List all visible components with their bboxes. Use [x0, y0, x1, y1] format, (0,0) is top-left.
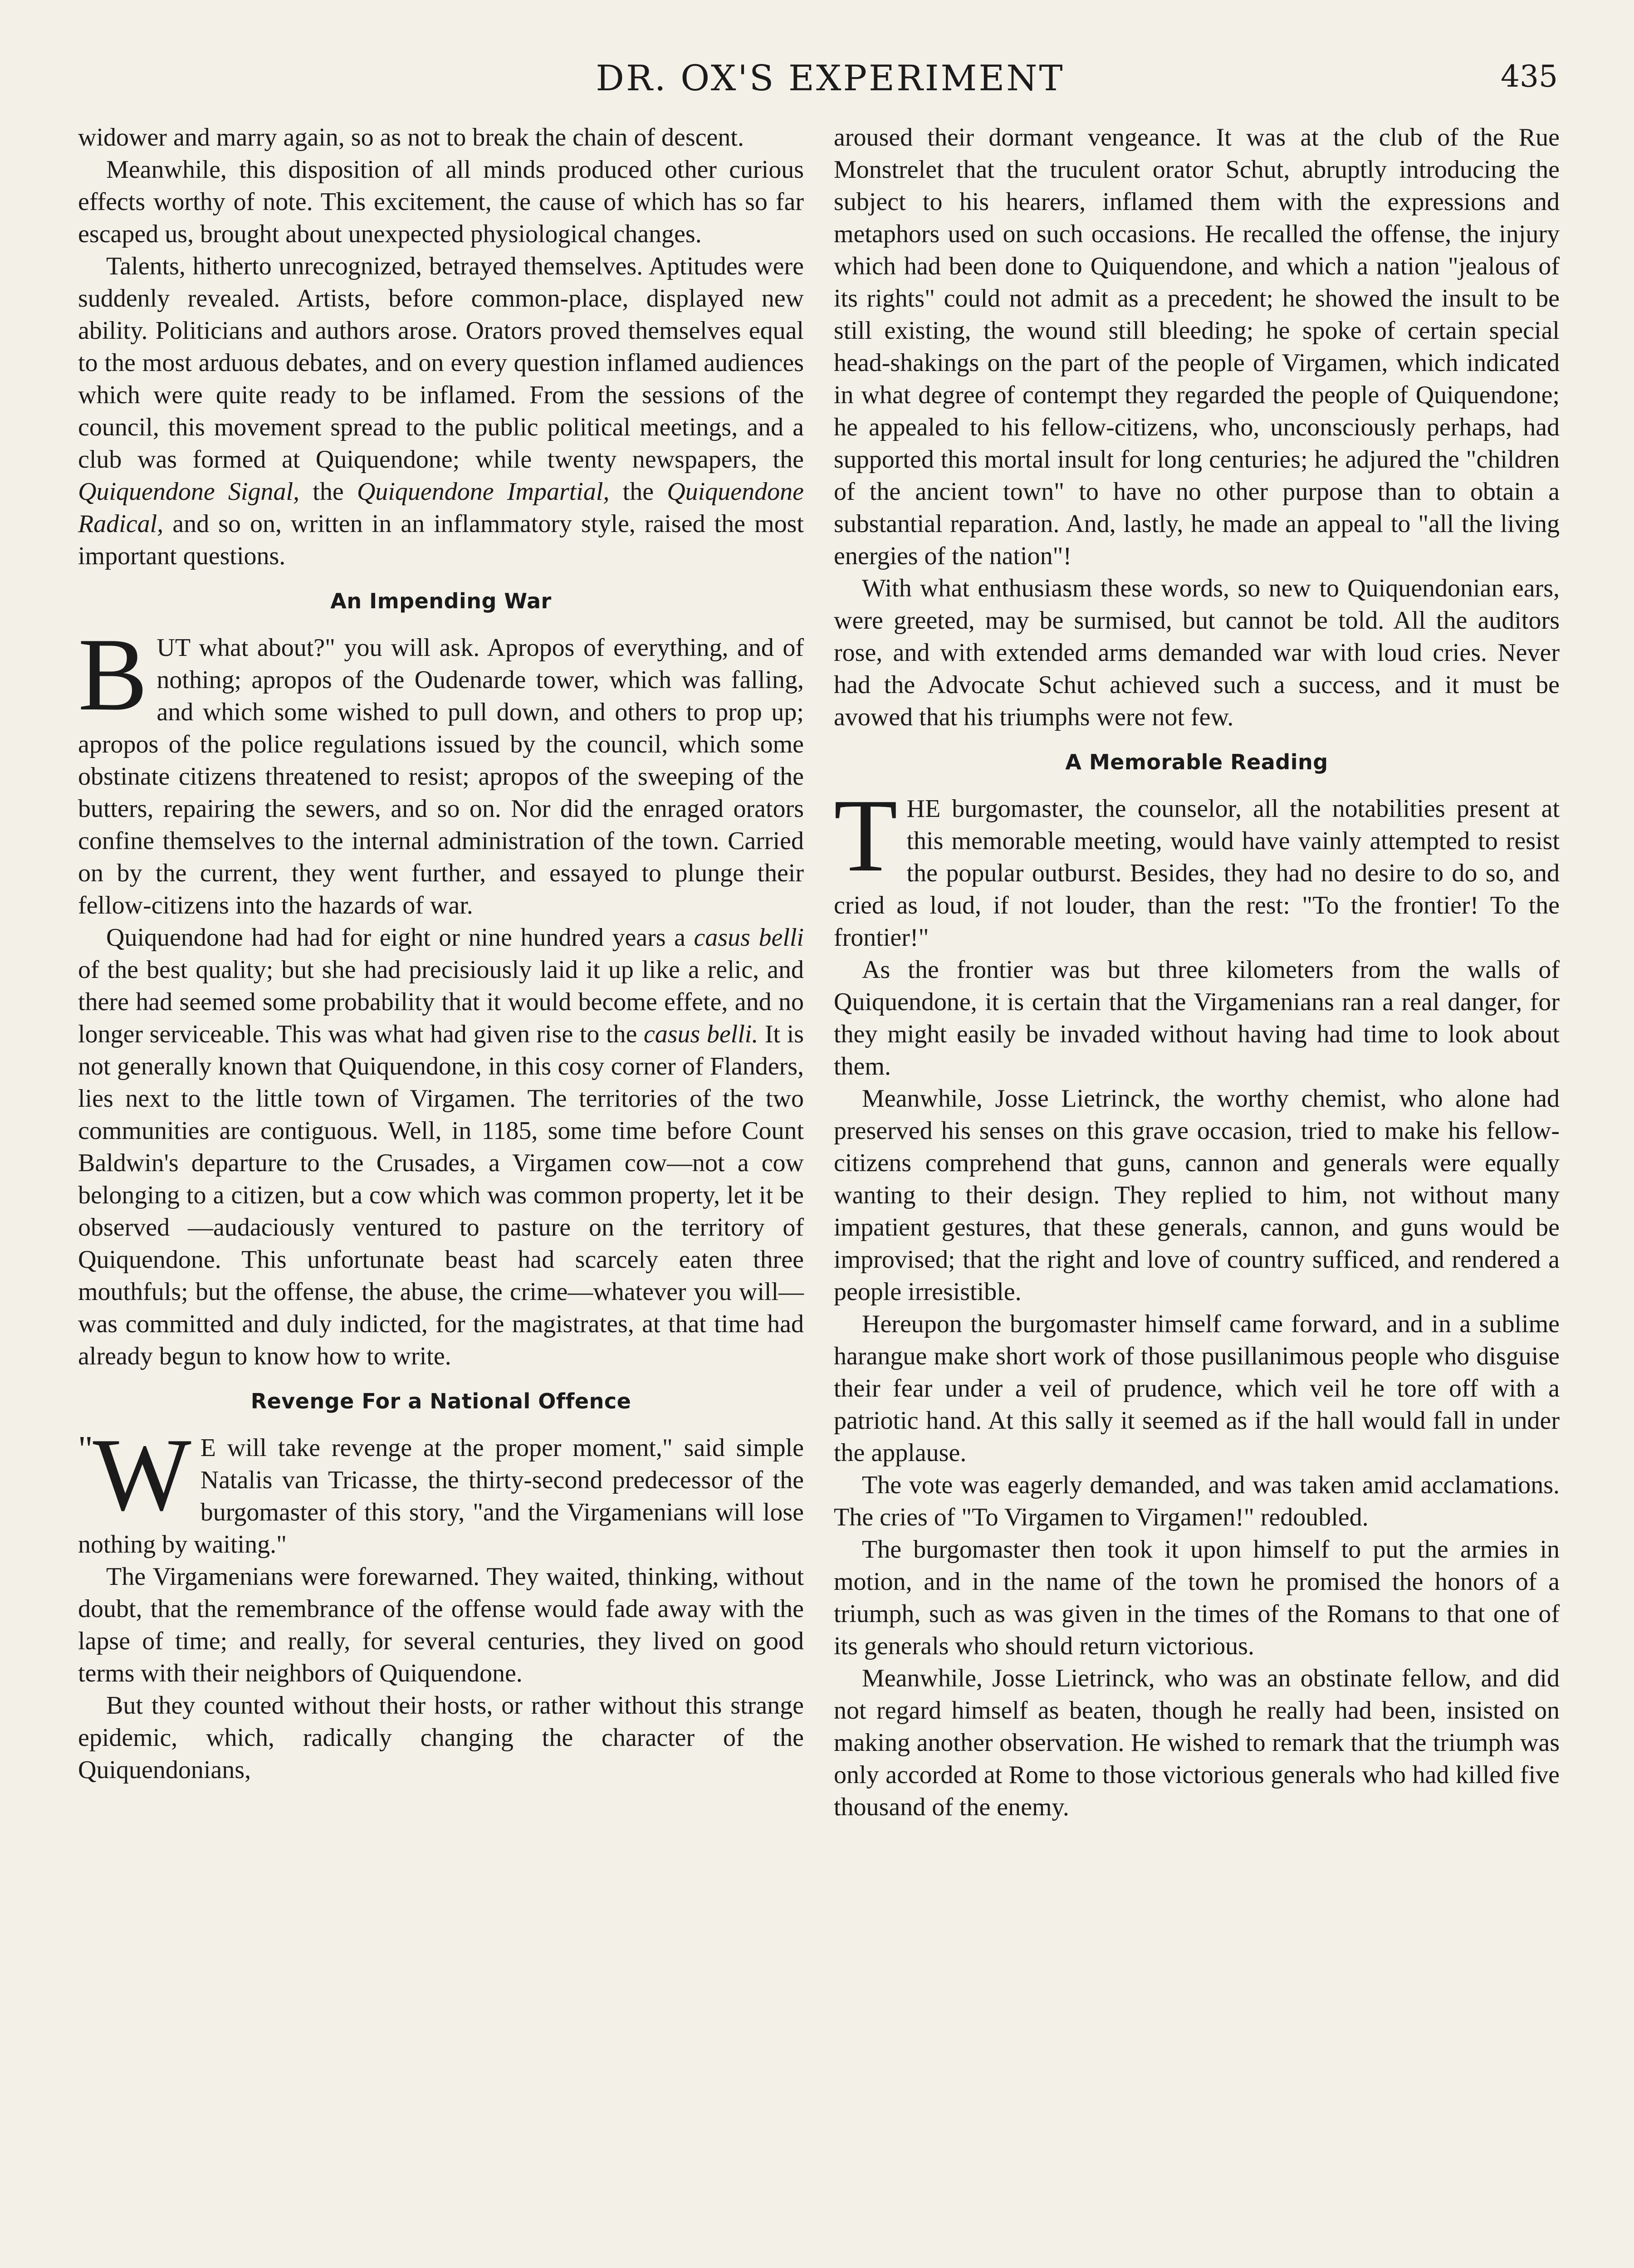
paragraph: Meanwhile, Josse Lietrinck, who was an obstinate fellow, and did not regard himself as beaten, though he really had been, insisted on making another observation. He wished to remark that the triumph was only accorded at Rome to those victorious generals who had killed five thousand of the enemy.: [834, 1664, 1560, 1821]
text-run: the: [609, 478, 667, 506]
paragraph: [834, 777, 1560, 954]
section-heading: Revenge For a National Offence: [250, 1389, 631, 1413]
paragraph: But they counted without their hosts, or rather without this strange epidemic, which, radically changing the character of the Quiquendonians,: [78, 1691, 804, 1784]
drop-cap-letter: W: [93, 1417, 191, 1532]
paragraph: The vote was eagerly demanded, and was taken amid acclamations. The cries of "To Virgamen to Virgamen!" redoubled.: [834, 1471, 1560, 1531]
latin-term: casus belli: [694, 924, 804, 952]
paragraph: [78, 1417, 804, 1561]
page-number: 435: [1501, 59, 1558, 94]
text-run: of the best quality; but she had precisiously laid it up like a relic, and there had seemed some probability that it would become effete, and no longer serviceable. This was what had given rise to the: [78, 956, 804, 1048]
drop-cap: [78, 1417, 191, 1532]
paragraph: Hereupon the burgomaster himself came forward, and in a sublime harangue make short work of those pusillanimous people who disguise their fear under a veil of prudence, which veil he tore off with a patriotic hand. At this sally it seemed as if the hall would fall in under the applause.: [834, 1310, 1560, 1467]
section-heading: A Memorable Reading: [1065, 750, 1328, 774]
latin-term: casus belli.: [643, 1020, 758, 1048]
left-column: [78, 122, 804, 1786]
text-run: Quiquendone had had for eight or nine hundred years a: [106, 924, 694, 952]
text-run: the: [299, 478, 357, 506]
paragraph: [78, 616, 804, 922]
paragraph: The burgomaster then took it upon himself to put the armies in motion, and in the name of the town he promised the honors of a triumph, such as was given in the times of the Romans to that one of its generals who should return victorious.: [834, 1535, 1560, 1660]
paragraph: [78, 922, 804, 1373]
paragraph: aroused their dormant vengeance. It was at the club of the Rue Monstrelet that the truculent orator Schut, abruptly introducing the subject to his hearers, inflamed them with the expressions and metaphors used on such occasions. He recalled the offense, the injury which had been done to Quiquendone, and which a nation "jealous of its rights" could not admit as a precedent; he showed the insult to be still existing, the wound still bleeding; he spoke of certain special head-shakings on the part of the people of Virgamen, which indicated in what degree of contempt they regarded the people of Quiquendone; he appealed to his fellow-citizens, who, unconsciously perhaps, had supported this mortal insult for long centuries; he adjured the "children of the ancient town" to have no other purpose than to obtain a substantial reparation. And, lastly, he made an appeal to "all the living energies of the nation"!: [834, 123, 1560, 570]
section-heading: An Impending War: [330, 589, 552, 613]
running-head: [0, 58, 1634, 108]
text-run: and so on, written in an inflammatory style, raised the most important questions.: [78, 510, 804, 570]
paragraph: With what enthusiasm these words, so new to Quiquendonian ears, were greeted, may be surmised, but cannot be told. All the auditors rose, and with extended arms demanded war with loud cries. Never had the Advocate Schut achieved such a success, and it must be avowed that his triumphs were not few.: [834, 574, 1560, 731]
newspaper-title: Quiquendone Radical,: [78, 478, 804, 538]
text-run: HE burgomaster, the counselor, all the notabilities present at this memorable meeting, would have vainly attempted to resist the popular outburst. Besides, they had no desire to do so, and cried as loud, if not louder, than the rest: "To the frontier! To the frontier!": [834, 795, 1560, 952]
drop-cap: B: [78, 616, 148, 732]
paragraph: [78, 250, 804, 572]
drop-cap: T: [834, 777, 898, 893]
quote-mark: ": [78, 1429, 93, 1469]
paragraph: Meanwhile, this disposition of all minds produced other curious effects worthy of note. This excitement, the cause of which has so far escaped us, brought about unexpected physiological changes.: [78, 156, 804, 248]
page-title: DR. OX'S EXPERIMENT: [596, 58, 1065, 99]
text-run: UT what about?" you will ask. Apropos of everything, and of nothing; apropos of the Oudenarde tower, which was falling, and which some wished to pull down, and others to prop up; apropos of the police regulations issued by the council, which some obstinate citizens threatened to resist; apropos of the sweeping of the butters, repairing the sewers, and so on. Nor did the enraged orators confine themselves to the internal administration of the town. Carried on by the current, they went further, and essayed to plunge their fellow-citizens into the hazards of war.: [78, 634, 804, 919]
paragraph: widower and marry again, so as not to break the chain of descent.: [78, 123, 744, 152]
paragraph: As the frontier was but three kilometers from the walls of Quiquendone, it is certain that the Virgamenians ran a real danger, for they might easily be invaded without having had time to look about them.: [834, 956, 1560, 1080]
text-run: Talents, hitherto unrecognized, betrayed themselves. Aptitudes were suddenly revealed. Artists, before common-place, displayed new ability. Politicians and authors arose. Orators proved themselves equal to the most arduous debates, and on every question inflamed audiences which were quite ready to be inflamed. From the sessions of the council, this movement spread to the public political meetings, and a club was formed at Quiquendone; while twenty newspapers, the: [78, 252, 804, 474]
newspaper-title: Quiquendone Impartial,: [357, 478, 610, 506]
right-column: [834, 122, 1560, 1823]
paragraph: The Virgamenians were forewarned. They waited, thinking, without doubt, that the remembrance of the offense would fade away with the lapse of time; and really, for several centuries, they lived on good terms with their neighbors of Quiquendone.: [78, 1563, 804, 1687]
paragraph: Meanwhile, Josse Lietrinck, the worthy chemist, who alone had preserved his senses on this grave occasion, tried to make his fellow-citizens comprehend that guns, cannon and generals were equally wanting to their design. They replied to him, not without many impatient gestures, that these generals, cannon, and guns would be improvised; that the right and love of country sufficed, and rendered a people irresistible.: [834, 1085, 1560, 1306]
text-run: E will take revenge at the proper moment," said simple Natalis van Tricasse, the thirty-second predecessor of the burgomaster of this story, "and the Virgamenians will lose nothing by waiting.": [78, 1434, 804, 1559]
text-run: It is not generally known that Quiquendone, in this cosy corner of Flanders, lies next to the little town of Virgamen. The territories of the two communities are contiguous. Well, in 1185, some time before Count Baldwin's departure to the Crusades, a Virgamen cow—not a cow belonging to a citizen, but a cow which was common property, let it be observed —audaciously ventured to pasture on the territory of Quiquendone. This unfortunate beast had scarcely eaten three mouthfuls; but the offense, the abuse, the crime—whatever you will—was committed and duly indicted, for the magistrates, at that time had already begun to know how to write.: [78, 1020, 804, 1370]
newspaper-title: Quiquendone Signal,: [78, 478, 300, 506]
